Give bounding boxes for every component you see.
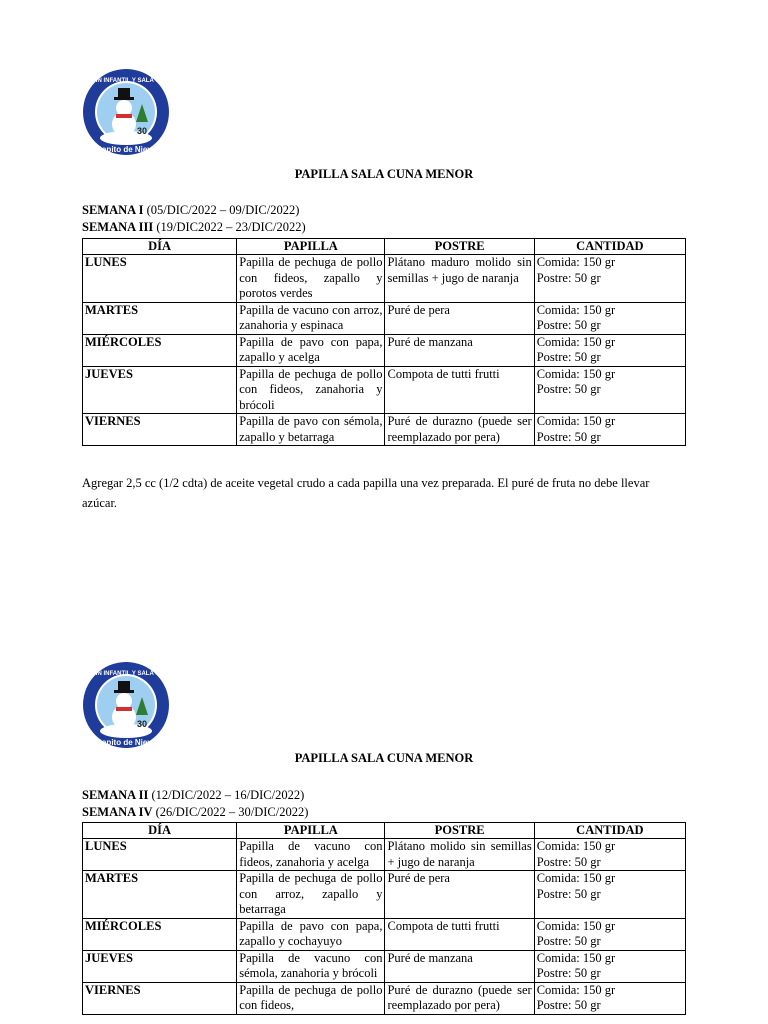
menu-table	[82, 822, 686, 1015]
section-title: PAPILLA SALA CUNA MENOR	[294, 167, 474, 181]
cantidad-postre: Postre: 50 gr	[536, 270, 601, 285]
col-header-papilla: PAPILLA	[237, 239, 385, 255]
day-cell: LUNES	[83, 255, 237, 303]
col-header-cantidad: CANTIDAD	[534, 823, 685, 839]
postre-cell: Compota de tutti frutti	[385, 918, 534, 950]
week-range: (12/DIC/2022 – 16/DIC/2022)	[148, 788, 305, 802]
papilla-cell: Papilla de pavo con sémola, zapallo y betarraga	[237, 414, 385, 446]
week-line	[82, 787, 304, 803]
cantidad-comida: Comida: 150 gr	[536, 871, 616, 885]
day-cell: MARTES	[83, 302, 237, 334]
table-row	[83, 918, 686, 950]
cantidad-comida: Comida: 150 gr	[536, 255, 616, 269]
week-line	[82, 219, 306, 235]
cantidad-comida: Comida: 150 gr	[536, 918, 616, 933]
cantidad-comida: Comida: 150 gr	[536, 302, 616, 317]
table-row	[83, 839, 686, 871]
papilla-cell: Papilla de pavo con papa, zapallo y cochayuyo	[237, 918, 385, 950]
school-logo	[82, 68, 170, 156]
cantidad-cell	[534, 839, 685, 871]
svg-text:30: 30	[137, 719, 148, 729]
papilla-cell: Papilla de pechuga de pollo con fideos, zanahoria y brócoli	[237, 366, 385, 414]
cantidad-cell	[534, 414, 685, 446]
postre-cell: Puré de pera	[385, 871, 534, 919]
table-row	[83, 982, 686, 1014]
svg-text:30: 30	[137, 126, 148, 136]
week-line	[82, 202, 299, 218]
cantidad-comida: Comida: 150 gr	[536, 982, 616, 997]
week-label: SEMANA I	[82, 203, 144, 217]
cantidad-cell	[534, 302, 685, 334]
papilla-cell: Papilla de pechuga de pollo con arroz, zapallo y betarraga	[237, 871, 385, 919]
table-row	[83, 302, 686, 334]
col-header-postre: POSTRE	[385, 239, 534, 255]
papilla-cell: Papilla de pavo con papa, zapallo y acelga	[237, 334, 385, 366]
papilla-cell: Papilla de vacuno con fideos, zanahoria y acelga	[237, 839, 385, 871]
col-header-day: DÍA	[83, 823, 237, 839]
cantidad-comida: Comida: 150 gr	[536, 950, 616, 965]
cantidad-cell	[534, 918, 685, 950]
postre-cell: Plátano maduro molido sin semillas + jugo de naranja	[385, 255, 534, 303]
table-header	[83, 239, 686, 255]
postre-cell: Puré de durazno (puede ser reemplazado por pera)	[385, 982, 534, 1014]
papilla-cell: Papilla de vacuno con arroz, zanahoria y espinaca	[237, 302, 385, 334]
cantidad-cell	[534, 871, 685, 919]
week-label: SEMANA III	[82, 220, 154, 234]
cantidad-comida: Comida: 150 gr	[536, 334, 616, 349]
svg-text:Copito de Nieve: Copito de Nieve	[95, 738, 157, 747]
menu-table	[82, 238, 686, 446]
table-row	[83, 255, 686, 303]
table-row	[83, 366, 686, 414]
day-cell: MIÉRCOLES	[83, 334, 237, 366]
day-cell: JUEVES	[83, 950, 237, 982]
day-cell: MIÉRCOLES	[83, 918, 237, 950]
week-range: (05/DIC/2022 – 09/DIC/2022)	[143, 203, 300, 217]
cantidad-cell	[534, 366, 685, 414]
postre-cell: Compota de tutti frutti	[385, 366, 534, 414]
cantidad-cell	[534, 334, 685, 366]
table-row	[83, 414, 686, 446]
cantidad-postre: Postre: 50 gr	[536, 318, 601, 332]
papilla-cell: Papilla de pechuga de pollo con fideos, zapallo y porotos verdes	[237, 255, 385, 303]
papilla-cell: Papilla de pechuga de pollo con fideos,	[237, 982, 385, 1014]
postre-cell: Puré de manzana	[385, 950, 534, 982]
cantidad-cell	[534, 982, 685, 1014]
postre-cell: Puré de pera	[385, 302, 534, 334]
svg-text:JARDIN INFANTIL Y SALA CUNA: JARDIN INFANTIL Y SALA CUNA	[82, 78, 170, 84]
col-header-postre: POSTRE	[385, 823, 534, 839]
cantidad-postre: Postre: 50 gr	[536, 429, 601, 444]
cantidad-postre: Postre: 50 gr	[536, 350, 601, 364]
col-header-day: DÍA	[83, 239, 237, 255]
cantidad-cell	[534, 255, 685, 303]
col-header-papilla: PAPILLA	[237, 823, 385, 839]
svg-text:JARDIN INFANTIL Y SALA CUNA: JARDIN INFANTIL Y SALA CUNA	[82, 671, 170, 677]
day-cell: VIERNES	[83, 982, 237, 1014]
cantidad-postre: Postre: 50 gr	[536, 998, 601, 1012]
cantidad-postre: Postre: 50 gr	[536, 966, 601, 980]
postre-cell: Puré de durazno (puede ser reemplazado por pera)	[385, 414, 534, 446]
cantidad-comida: Comida: 150 gr	[536, 414, 616, 428]
col-header-cantidad: CANTIDAD	[534, 239, 685, 255]
cantidad-comida: Comida: 150 gr	[536, 839, 616, 853]
table-header	[83, 823, 686, 839]
week-line	[82, 804, 308, 820]
cantidad-cell	[534, 950, 685, 982]
postre-cell: Puré de manzana	[385, 334, 534, 366]
table-row	[83, 950, 686, 982]
day-cell: VIERNES	[83, 414, 237, 446]
week-range: (26/DIC/2022 – 30/DIC/2022)	[152, 805, 309, 819]
cantidad-postre: Postre: 50 gr	[536, 854, 601, 869]
cantidad-comida: Comida: 150 gr	[536, 366, 616, 381]
day-cell: LUNES	[83, 839, 237, 871]
cantidad-postre: Postre: 50 gr	[536, 382, 601, 396]
papilla-cell: Papilla de vacuno con sémola, zanahoria y brócoli	[237, 950, 385, 982]
week-label: SEMANA II	[82, 788, 149, 802]
table-row	[83, 334, 686, 366]
cantidad-postre: Postre: 50 gr	[536, 934, 601, 948]
week-range: (19/DIC2022 – 23/DIC/2022)	[153, 220, 306, 234]
svg-text:Copito de Nieve: Copito de Nieve	[95, 145, 157, 154]
school-logo	[82, 661, 170, 749]
day-cell: MARTES	[83, 871, 237, 919]
cantidad-postre: Postre: 50 gr	[536, 886, 601, 901]
section-title: PAPILLA SALA CUNA MENOR	[294, 751, 474, 765]
preparation-note: Agregar 2,5 cc (1/2 cdta) de aceite vegetal crudo a cada papilla una vez preparada. El puré de fruta no debe llevar azúcar.	[82, 476, 650, 510]
postre-cell: Plátano molido sin semillas + jugo de naranja	[385, 839, 534, 871]
day-cell: JUEVES	[83, 366, 237, 414]
table-row	[83, 871, 686, 919]
week-label: SEMANA IV	[82, 805, 153, 819]
